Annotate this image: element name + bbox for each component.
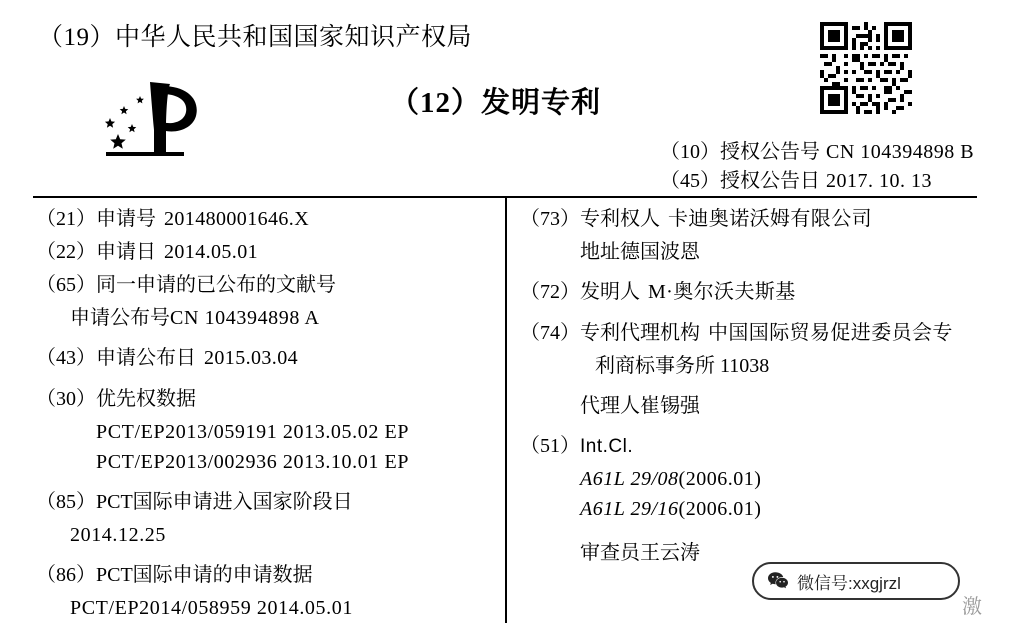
priority-item: PCT/EP2013/002936 2013.10.01 EP: [96, 451, 410, 473]
priority-item: PCT/EP2013/059191 2013.05.02 EP: [96, 421, 410, 443]
grant-number-label: 授权公告号: [720, 141, 820, 163]
wechat-icon: [766, 569, 790, 593]
grant-number-line: [660, 138, 974, 167]
agent-line: [520, 391, 980, 421]
patentee-label: 专利权人: [580, 208, 660, 230]
int-cl-version: (2006.01): [678, 468, 762, 490]
address-value: 德国波恩: [620, 241, 700, 263]
right-column: [520, 204, 980, 568]
priority-label: 优先权数据: [96, 388, 196, 410]
patentee-tag: （73）: [520, 208, 580, 230]
grant-number-value: CN 104394898 B: [826, 141, 975, 163]
priority-tag: （30）: [36, 388, 96, 410]
examiner-value: 王云涛: [640, 542, 700, 564]
publication-number-label: 申请公布号: [70, 307, 170, 329]
corner-watermark: 激: [962, 596, 982, 618]
wechat-id-text: 微信号:xxgjrzl: [797, 573, 901, 593]
agency-label: 专利代理机构: [580, 322, 700, 344]
grant-date-label: 授权公告日: [720, 170, 820, 192]
int-cl-code: A61L 29/08: [580, 468, 679, 490]
wechat-watermark-badge: [752, 562, 960, 600]
grant-publication-block: [660, 138, 974, 196]
grant-date-tag: （45）: [660, 170, 720, 192]
publication-number-line: [36, 303, 491, 333]
inventor-value: M·奥尔沃夫斯基: [648, 281, 796, 303]
field-application-number: [36, 204, 491, 235]
field-publication-date: [36, 343, 491, 374]
field-priority-data: [36, 384, 491, 415]
field-pct-national-entry: [36, 487, 491, 518]
field-pct-application-data: [36, 560, 491, 591]
int-cl-version: (2006.01): [678, 498, 762, 520]
pct-application-value: PCT/EP2014/058959 2014.05.01: [70, 597, 353, 619]
application-date-tag: （22）: [36, 241, 96, 263]
publication-date-tag: （43）: [36, 347, 96, 369]
inventor-tag: （72）: [520, 281, 580, 303]
field-int-cl: [520, 431, 980, 462]
sipo-emblem-icon: [88, 78, 228, 158]
pct-application-tag: （86）: [36, 564, 96, 586]
grant-date-value: 2017. 10. 13: [826, 170, 932, 192]
inventor-label: 发明人: [580, 281, 640, 303]
pct-application-label: PCT国际申请的申请数据: [96, 564, 313, 586]
related-publication-tag: （65）: [36, 274, 96, 296]
publication-number-value: CN 104394898 A: [170, 307, 320, 329]
int-cl-item: [520, 494, 980, 524]
application-date-label: 申请日: [96, 241, 156, 263]
left-column: [36, 204, 491, 623]
document-type-title: （12）发明专利: [390, 87, 602, 119]
office-name: 中华人民共和国国家知识产权局: [115, 24, 473, 51]
field-patentee: [520, 204, 980, 235]
pct-entry-label: PCT国际申请进入国家阶段日: [96, 491, 353, 513]
grant-date-line: [660, 167, 974, 196]
examiner-label: 审查员: [580, 542, 640, 564]
agent-value: 崔锡强: [640, 395, 700, 417]
application-number-value: 201480001646.X: [164, 208, 310, 230]
field-agency: [520, 318, 980, 349]
patentee-address-line: [520, 237, 980, 267]
patentee-value: 卡迪奥诺沃姆有限公司: [668, 208, 872, 230]
related-publication-label: 同一申请的已公布的文献号: [96, 274, 336, 296]
field-related-publication: [36, 270, 491, 301]
office-tag: （19）: [38, 24, 116, 51]
int-cl-label: Int.Cl.: [580, 436, 634, 457]
column-divider: [505, 196, 507, 623]
agent-label: 代理人: [580, 395, 640, 417]
int-cl-code: A61L 29/16: [580, 498, 679, 520]
publication-date-value: 2015.03.04: [204, 347, 298, 369]
application-date-value: 2014.05.01: [164, 241, 258, 263]
qr-code: [820, 22, 912, 114]
address-label: 地址: [580, 241, 620, 263]
agency-value-line1: 中国国际贸易促进委员会专: [708, 322, 953, 344]
application-number-label: 申请号: [96, 208, 156, 230]
field-inventor: [520, 277, 980, 308]
pct-entry-value: 2014.12.25: [70, 524, 166, 546]
field-application-date: [36, 237, 491, 268]
int-cl-tag: （51）: [520, 435, 580, 457]
office-line: [38, 17, 472, 53]
agency-tag: （74）: [520, 322, 580, 344]
publication-date-label: 申请公布日: [96, 347, 196, 369]
application-number-tag: （21）: [36, 208, 96, 230]
grant-number-tag: （10）: [660, 141, 720, 163]
int-cl-item: [520, 464, 980, 494]
pct-entry-tag: （85）: [36, 491, 96, 513]
agency-value-line2: 利商标事务所 11038: [595, 355, 770, 377]
